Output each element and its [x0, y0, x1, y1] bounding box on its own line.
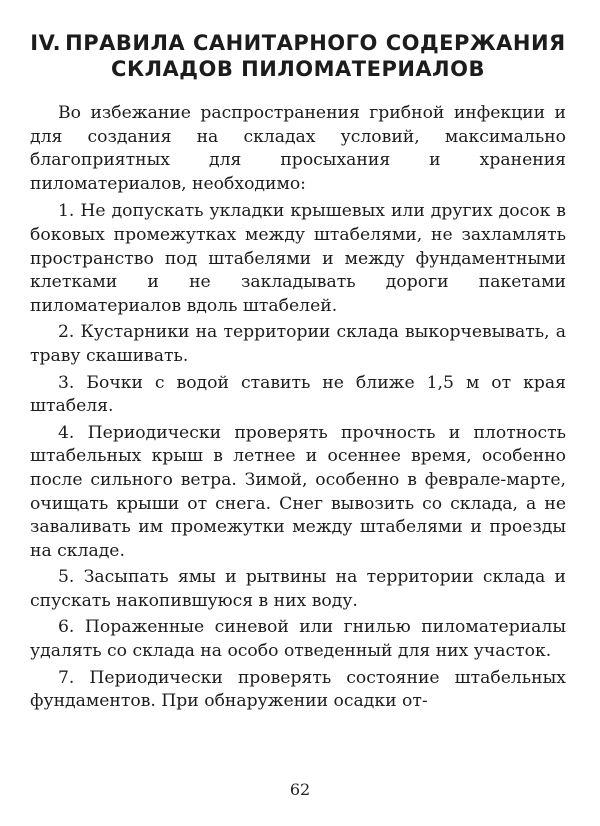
chapter-title-line2: СКЛАДОВ ПИЛОМАТЕРИАЛОВ — [111, 57, 485, 81]
rule-item-5: 5. Засыпать ямы и рытвины на территории склада и спускать накопившуюся в них воду. — [30, 567, 566, 611]
rule-item-6: 6. Пораженные синевой или гнилью пиломатериалы удалять со склада на особо отведенный для них участок. — [30, 617, 566, 662]
rule-item-4: 4. Периодически проверять прочность и плотность штабельных крыш в летнее и осеннее время, особенно после сильного ветра. Зимой, особенно в феврале-марте, очищать крыши от снега. Снег вывозить со склада, а не заваливать им промежутки между штабелями и проезды на складе. — [30, 422, 566, 561]
rule-item-3: 3. Бочки с водой ставить не ближе 1,5 м от края штабеля. — [30, 372, 566, 417]
chapter-number: IV. — [30, 31, 62, 55]
intro-paragraph: Во избежание распространения грибной инфекции и для создания на складах условий, максимально благоприятных для просыхания и хранения пиломатериалов, необходимо: — [30, 103, 566, 194]
chapter-title-line1: ПРАВИЛА САНИТАРНОГО СОДЕРЖАНИЯ — [65, 31, 566, 55]
chapter-title — [30, 30, 566, 82]
book-page — [30, 30, 566, 717]
rule-item-1: 1. Не допускать укладки крышевых или других досок в боковых промежутках между штабелями, не захламлять пространство под штабелями и между фундаментными клетками и не закладывать дороги пакетами пиломатериалов вдоль штабелей. — [30, 201, 566, 316]
page-number: 62 — [289, 780, 311, 799]
rule-item-7: 7. Периодически проверять состояние штабельных фундаментов. При обнаружении осадки от- — [30, 667, 566, 712]
rule-item-2: 2. Кустарники на территории склада выкорчевывать, а траву скашивать. — [30, 322, 566, 366]
